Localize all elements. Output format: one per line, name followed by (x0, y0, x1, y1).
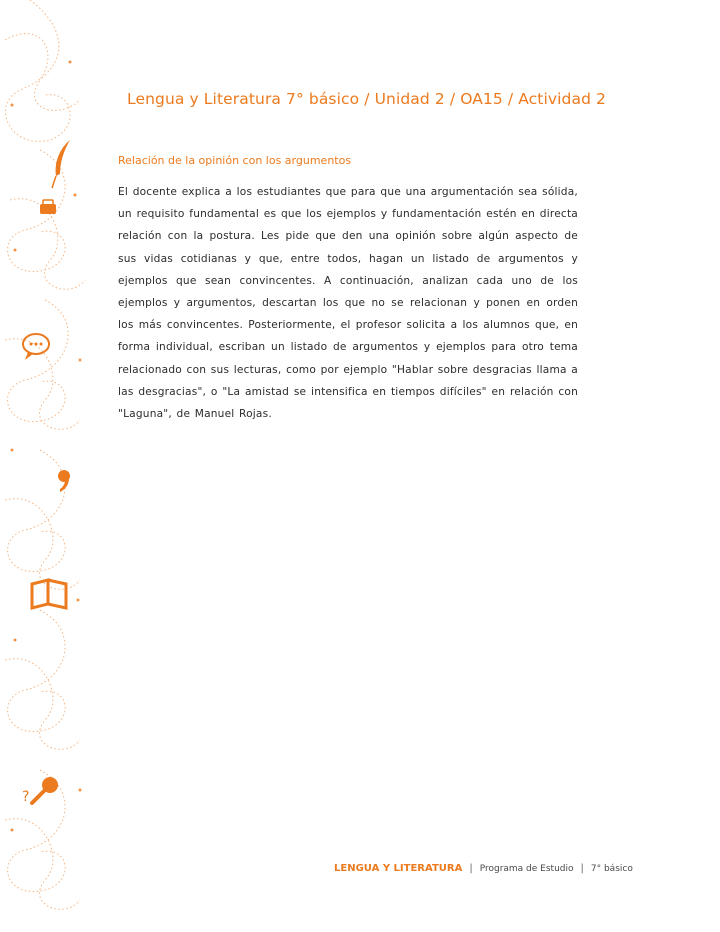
svg-text:?: ? (22, 789, 30, 805)
footer-separator-2: | (580, 863, 584, 874)
footer-separator: | (469, 863, 473, 874)
footer-grade: 7° básico (590, 864, 633, 874)
speech-bubble-icon (23, 334, 49, 360)
footer-program: Programa de Estudio (479, 864, 574, 874)
section-title: Relación de la opinión con los argumentos (118, 154, 352, 167)
comma-icon (58, 470, 70, 492)
book-stack-icon (40, 200, 56, 214)
activity-description: El docente explica a los estudiantes que para que una argumentación sea sólida, un requisito fundamental es que los ejemplos y fundamentación estén en directa relación con la postura. Les pide que den una opinión sobre algún aspecto de sus vidas cotidianas y que, entre todos, hagan un listado de argumentos y ejemplos que sean convincentes. A continuación, analizan cada uno de los ejemplos y argumentos, descartan los que no se relacionan y ponen en orden los más convincentes. Posteriormente, el profesor solicita a los alumnos que, en forma individual, escriban un listado de argumentos y ejemplos para otro tema relacionado con sus lecturas, como por ejemplo "Hablar sobre desgracias llama a las desgracias", o "La amistad se intensifica en tiempos difíciles" en relación con "Laguna", de Manuel Rojas. (118, 186, 578, 421)
footer-subject: LENGUA Y LITERATURA (334, 863, 463, 874)
page-title: Lengua y Literatura 7° básico / Unidad 2 / OA15 / Actividad 2 (127, 90, 607, 108)
page-footer (334, 863, 633, 874)
feather-icon (52, 140, 70, 188)
decorative-border (0, 0, 95, 932)
open-book-icon (32, 580, 66, 608)
microphone-icon (22, 777, 58, 805)
